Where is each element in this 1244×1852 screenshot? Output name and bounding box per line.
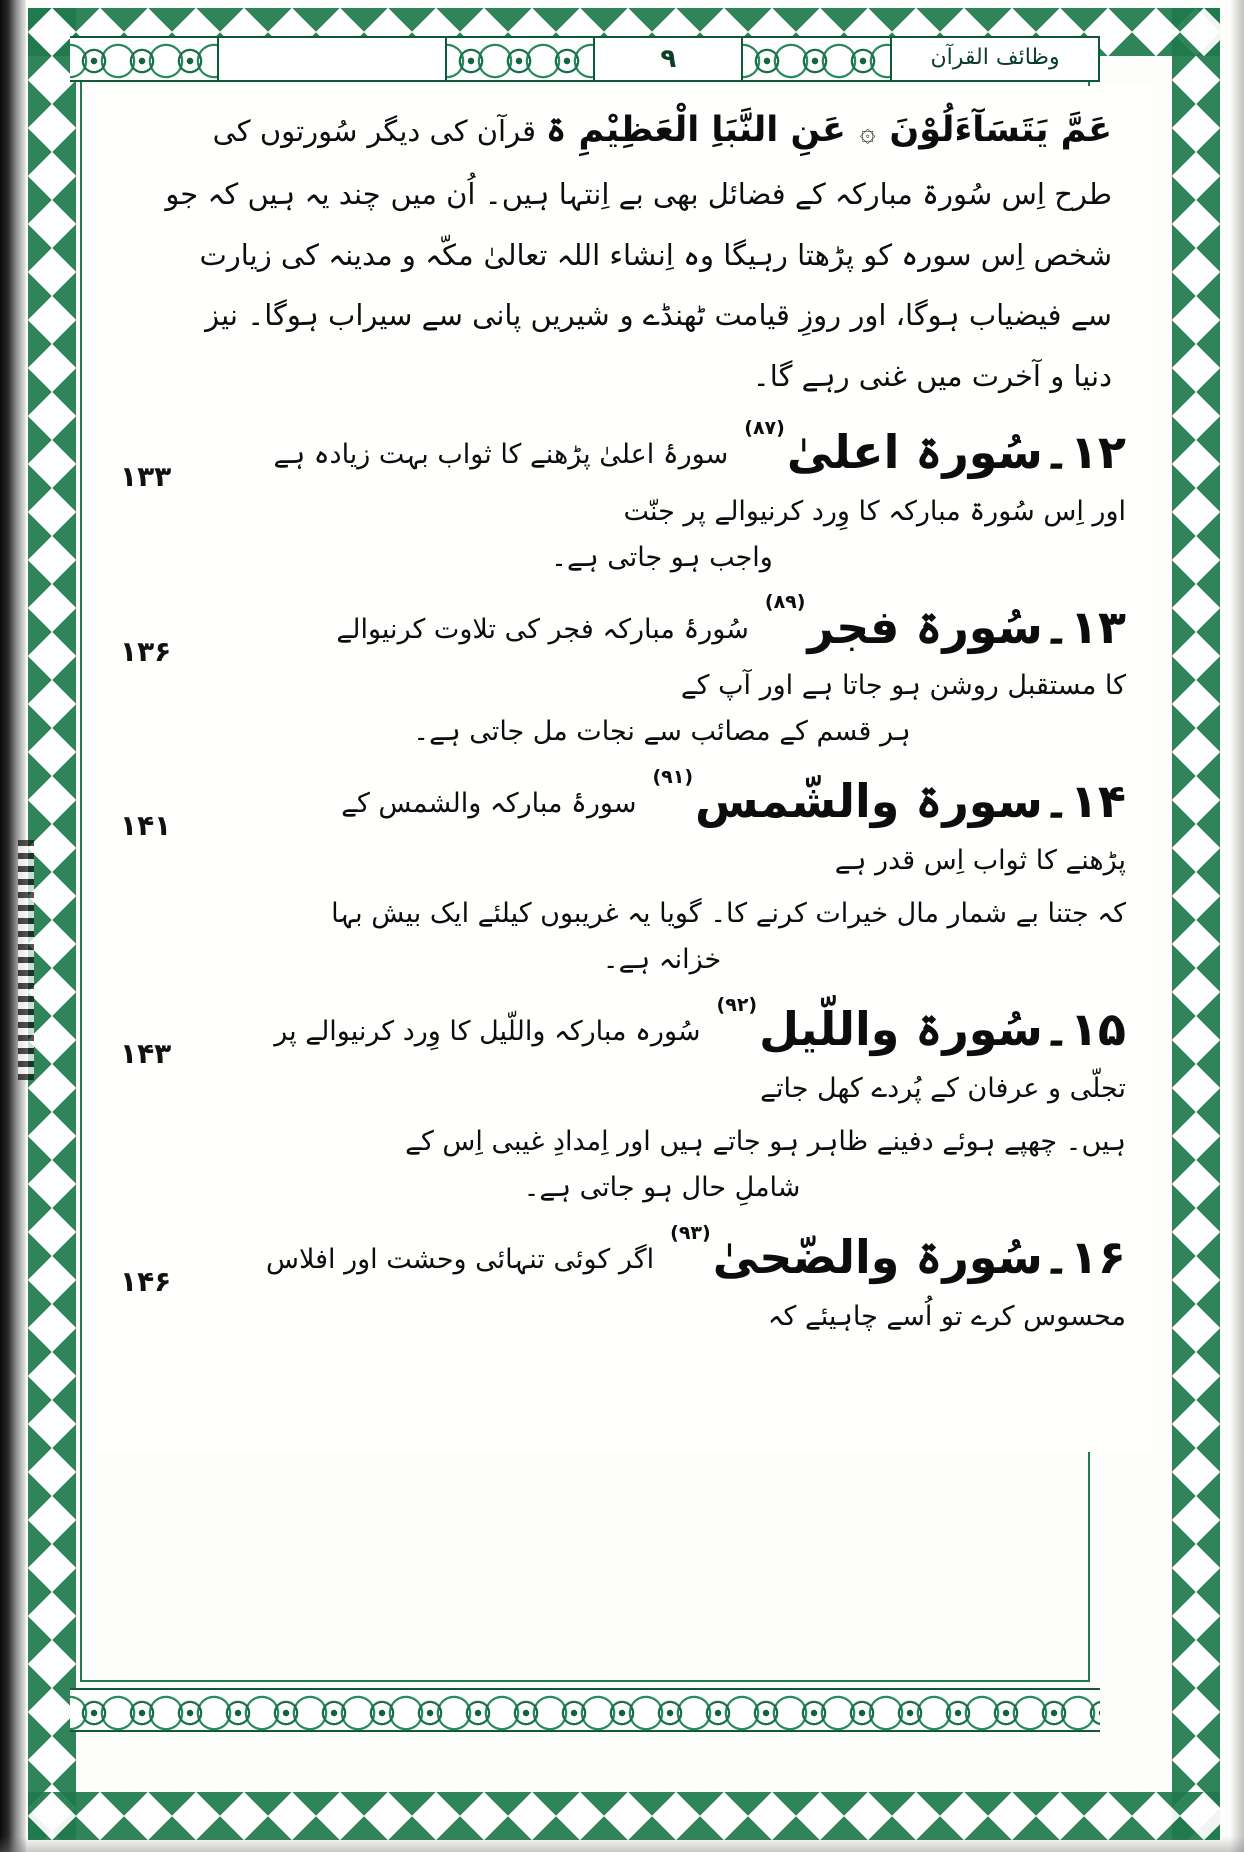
verse-arabic-part2: عَنِ النَّبَاِ الْعَظِيْمِ ۃ [545,110,846,150]
page-number: ۹ [593,36,743,82]
inner-rule-bottom [80,1680,1090,1682]
entry-description-first-line: سُورہ مبارکہ واللّیل کا وِرد کرنیوالے پر [274,1016,701,1048]
intro-line-2: چند یہ ہیں کہ جو شخص اِس سورہ کو پڑھتا رہیگا وہ اِنشاء اللہ تعالیٰ [165,177,1112,272]
verse-separator-mark: ۞ [859,117,876,148]
verse-arabic-part1: عَمَّ يَتَسَآءَلُوْنَ [889,110,1112,150]
entry-description-first-line: سورۂ مبارکہ والشمس کے [341,788,637,820]
entry-title-text: سُورۃ فجر [807,599,1043,654]
entry-title [670,1221,1126,1287]
page-footer-band [70,1688,1100,1732]
entry-description-tail-2: شاملِ حال ہو جاتی ہے۔ [523,1172,801,1204]
border-left-ornament [28,8,76,1840]
entry-description-tail: ہیں۔ چھپے ہوئے دفینے ظاہر ہو جاتے ہیں اور اِمدادِ غیبی اِس کے [405,1125,1126,1157]
entry-surah-number: (۹۲) [716,993,758,1016]
entry-page-reference: ۱۴۶ [120,1265,172,1299]
entry-description-tail: ہر قسم کے مصائب سے نجات مل جاتی ہے۔ [413,716,911,748]
header-ornament-mid-right [743,36,890,82]
entry-description-first-line: اگر کوئی تنہائی وحشت اور افلاس [266,1244,655,1276]
border-right-ornament [1172,8,1220,1840]
entry-headline [198,591,1126,657]
entry-number: ۱۳۔ [1042,599,1126,654]
entry-headline [198,765,1126,831]
scan-edge-artifact [18,840,34,1080]
inner-rule-left [80,78,82,1682]
entry-title [716,993,1126,1059]
surah-entry [120,993,1130,1211]
verse-intro-paragraph [120,96,1130,406]
entry-title-text: سُورۃ واللّیل [759,1002,1043,1057]
entry-page-reference: ۱۴۱ [120,809,172,843]
entry-number: ۱۵۔ [1042,1002,1126,1057]
surah-entry [120,416,1130,581]
header-blank-box [217,36,447,82]
entry-title-text: سُورۃ والضّحیٰ [712,1230,1043,1285]
entry-description-rest: کا مستقبل روشن ہو جاتا ہے اور آپ کے [680,670,1126,702]
footer-ornament [70,1688,1100,1732]
book-title: وظائف القرآن [890,36,1100,82]
entry-title-text: سورۃ والشّمس [695,774,1043,829]
entry-headline [198,1221,1126,1287]
entry-title-text: سُورۃ اعلیٰ [786,425,1043,479]
intro-line-4: شیریں پانی سے سیراب ہوگا۔ نیز دنیا و آخرت میں غنی رہے گا۔ [205,298,1112,393]
header-ornament-mid-left [447,36,594,82]
entry-number: ۱۲۔ [1042,425,1126,479]
entry-description-tail-2: خزانہ ہے۔ [602,944,722,976]
entry-surah-number: (۹۱) [652,765,694,788]
border-bottom-ornament [28,1792,1220,1840]
entry-title [744,416,1126,482]
entry-number: ۱۶۔ [1042,1230,1126,1285]
entry-page-reference: ۱۳۶ [120,634,172,668]
entry-surah-number: (۸۷) [744,416,785,439]
entry-description-rest: پڑھنے کا ثواب اِس قدر ہے [834,844,1126,876]
entry-description-first-line: سُورۂ مبارکہ فجر کی تلاوت کرنیوالے [336,613,749,645]
entry-description-first-line: سورۂ اعلیٰ پڑھنے کا ثواب بہت زیادہ ہے [273,439,729,470]
surah-entry [120,1221,1130,1340]
entry-title [764,591,1126,657]
entry-description-rest: محسوس کرے تو اُسے چاہیئے کہ [767,1300,1126,1332]
entry-title [652,765,1126,831]
entry-surah-number: (۹۳) [670,1221,711,1244]
entry-headline [198,993,1126,1059]
surah-entry [120,591,1130,756]
entry-page-reference: ۱۳۳ [120,460,172,493]
entry-description-tail: واجب ہو جاتی ہے۔ [551,541,773,573]
header-ornament-left [70,36,217,82]
entry-description-tail: کہ جتنا بے شمار مال خیرات کرنے کا۔ گویا یہ غریبوں کیلئے ایک بیش بہا [331,898,1126,930]
scan-shadow-right [1230,0,1244,1852]
scan-shadow-bottom [0,1836,1244,1852]
page-header-band [70,34,1100,84]
intro-line-3: مکّہ و مدینہ کی زیارت سے فیضیاب ہوگا، اور روزِ قیامت ٹھنڈے و [199,237,1112,333]
surah-entry [120,765,1130,983]
page-body [120,96,1130,1340]
entry-headline [198,416,1126,482]
intro-line-1: سُورتوں کی طرح اِس سُورۃ مبارکہ کے فضائل بھی بے اِنتہا ہیں۔ اُن میں [212,114,1112,212]
entry-description-rest: تجلّی و عرفان کے پُردے کھل جاتے [760,1072,1126,1104]
entry-surah-number: (۸۹) [764,591,806,614]
entry-number: ۱۴۔ [1042,774,1126,829]
verse-urdu-lead: قرآن کی دیگر [367,114,536,148]
entry-description-rest: اور اِس سُورۃ مبارکہ کا وِرد کرنیوالے پر جنّت [623,495,1126,527]
entry-page-reference: ۱۴۳ [120,1037,172,1071]
